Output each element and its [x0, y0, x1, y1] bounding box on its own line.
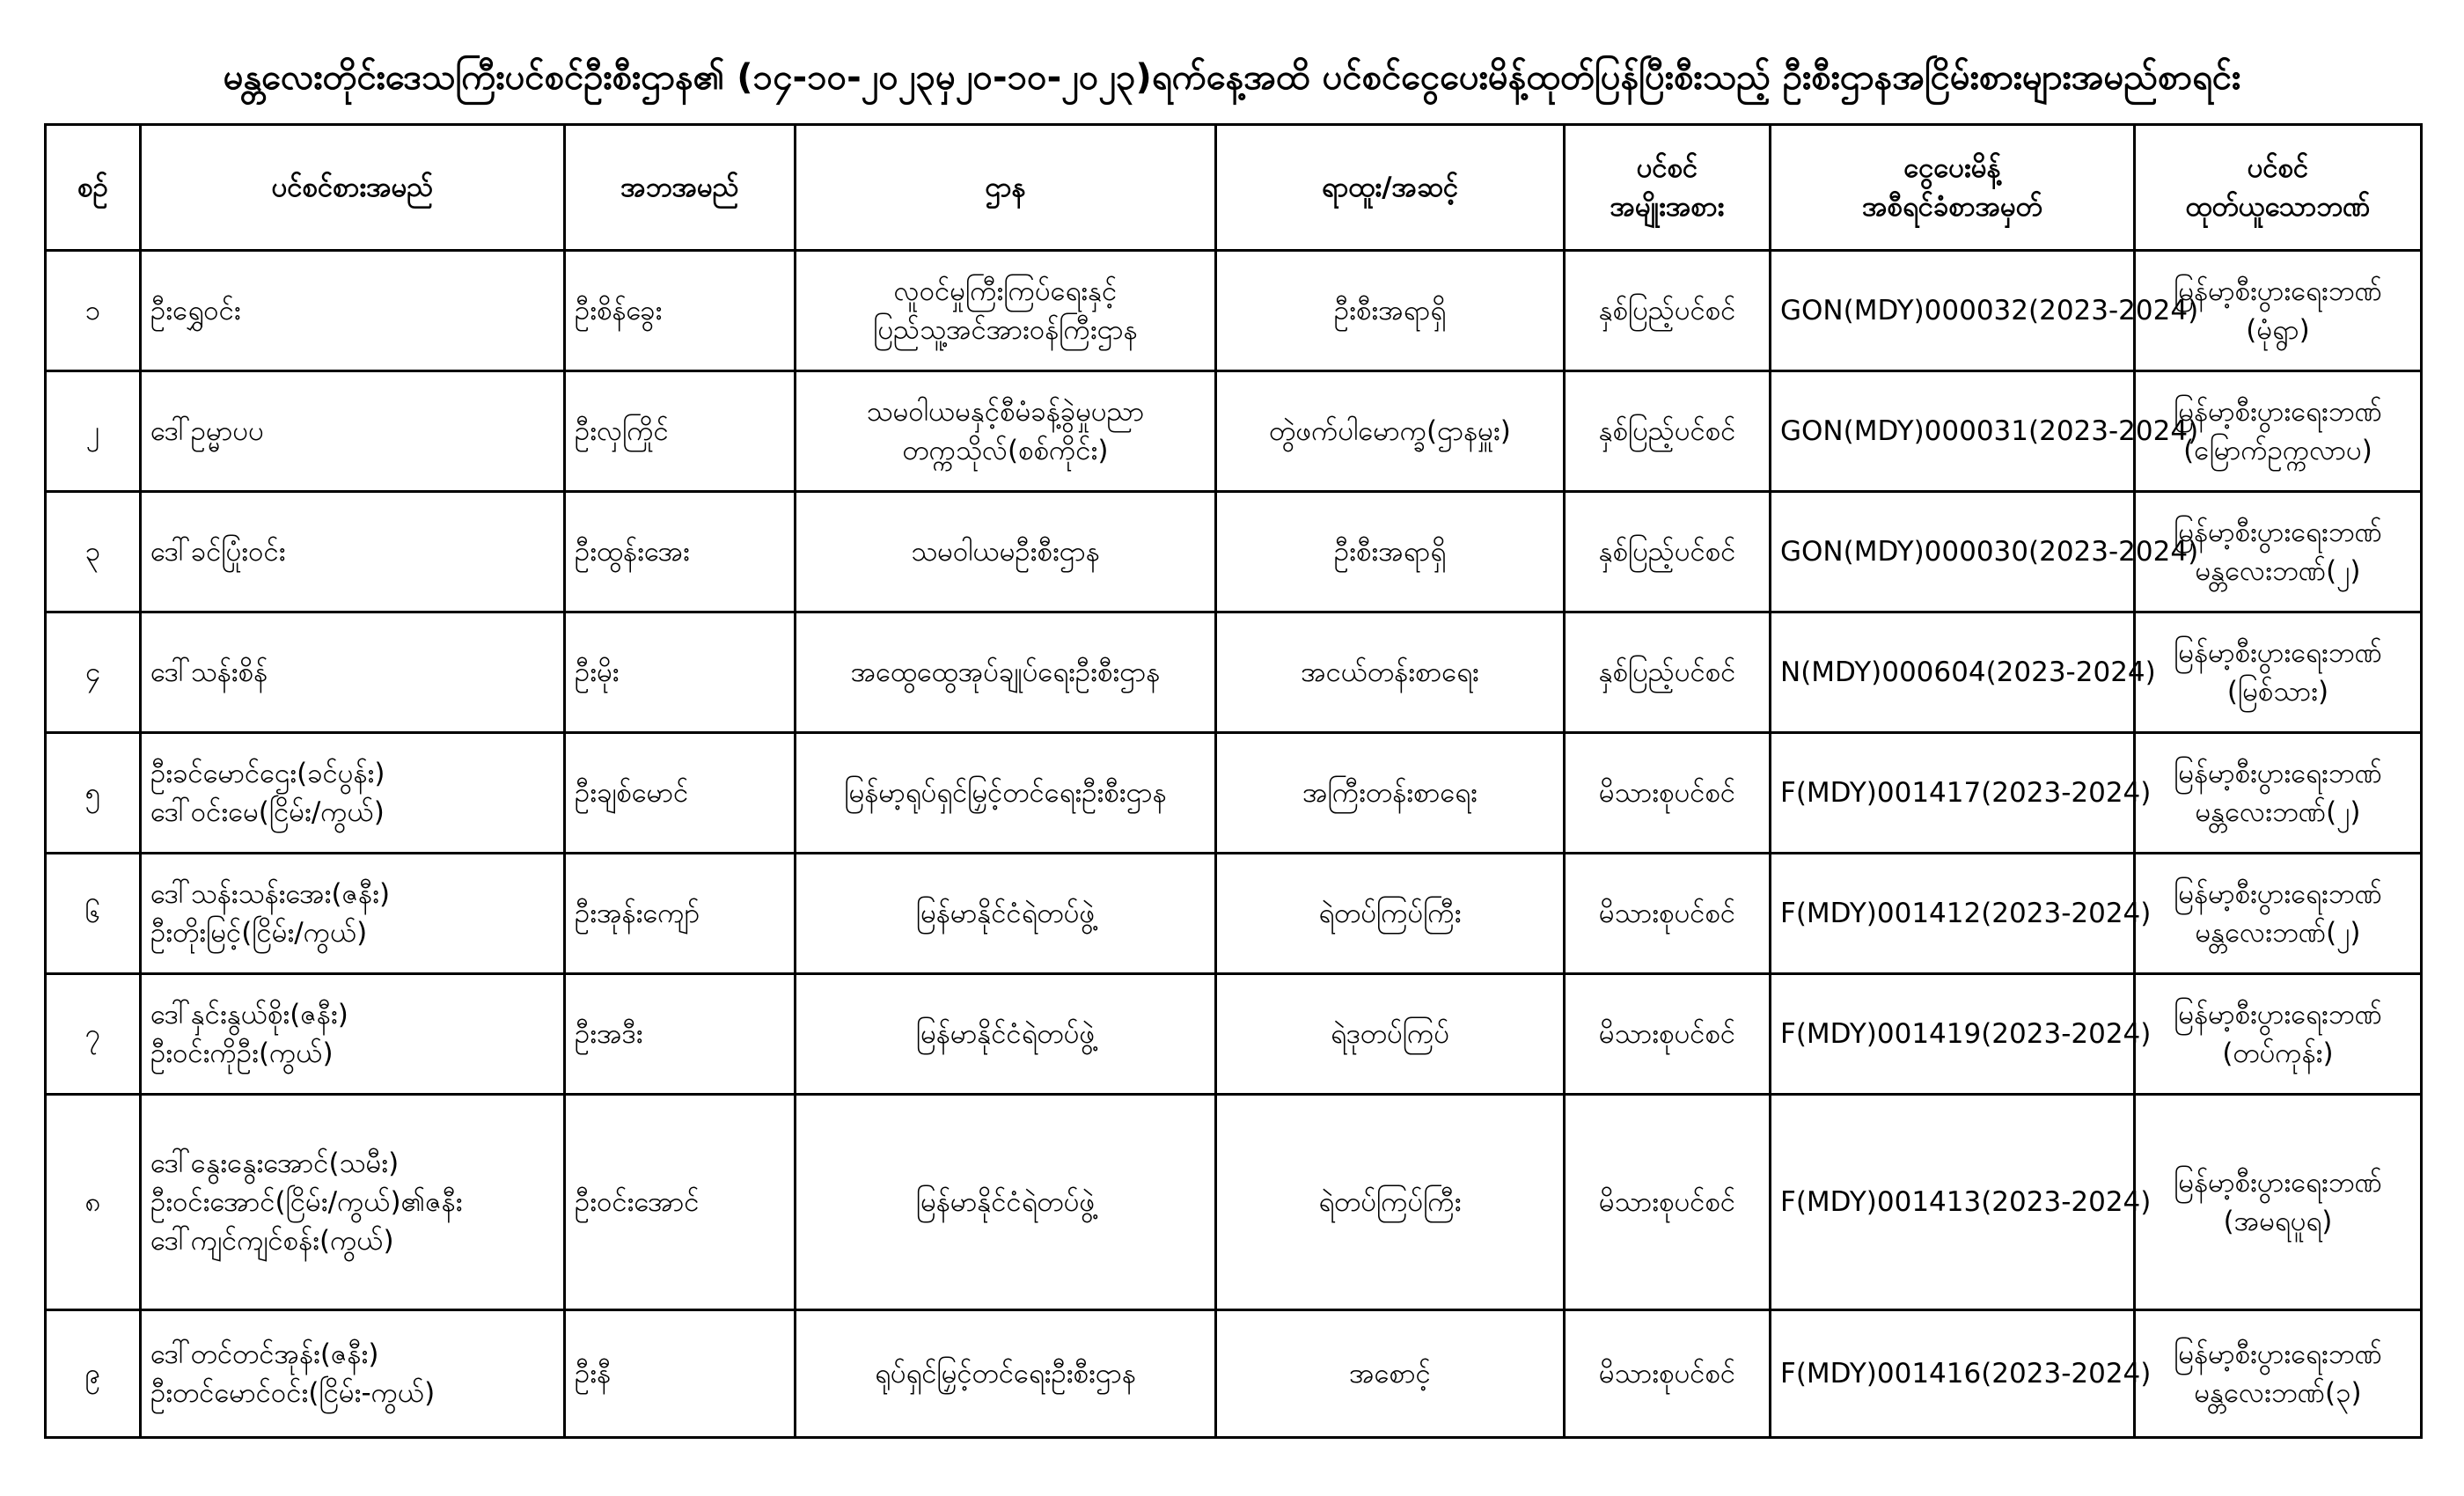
cell-bank-line: (မြစ်သား) — [2226, 676, 2329, 708]
cell-no: ၇ — [46, 974, 141, 1095]
cell-bank-line: မြန်မာ့စီးပွားရေးဘဏ် — [2174, 275, 2382, 307]
cell-pensioner-name-line: ဦးတိုးမြင့်(ငြိမ်း/ကွယ်) — [150, 917, 368, 949]
header-pension-type-line-1: ပင်စင် — [1636, 152, 1698, 184]
cell-no: ၂ — [46, 371, 141, 492]
cell-department — [796, 733, 1216, 854]
cell-pension-type: နှစ်ပြည့်ပင်စင် — [1565, 612, 1771, 733]
cell-pensioner-name-line: ဒေါ်သန်းသန်းအေး(ဇနီး) — [150, 878, 391, 910]
table-body — [46, 251, 2422, 1438]
cell-order-no: F(MDY)001412(2023-2024) — [1771, 854, 2135, 974]
cell-department-line: မြန်မာနိုင်ငံရဲတပ်ဖွဲ့ — [915, 1186, 1096, 1218]
cell-department — [796, 492, 1216, 612]
cell-bank-line: (တပ်ကုန်း) — [2222, 1038, 2334, 1069]
cell-pensioner-name — [141, 733, 565, 854]
cell-department — [796, 1095, 1216, 1310]
cell-father-name: ဦးထွန်းအေး — [565, 492, 796, 612]
cell-pension-type: မိသားစုပင်စင် — [1565, 854, 1771, 974]
cell-pension-type: နှစ်ပြည့်ပင်စင် — [1565, 251, 1771, 371]
cell-rank: အငယ်တန်းစာရေး — [1216, 612, 1565, 733]
table-row — [46, 974, 2422, 1095]
cell-order-no: F(MDY)001413(2023-2024) — [1771, 1095, 2135, 1310]
table-row — [46, 854, 2422, 974]
cell-father-name: ဦးအုန်းကျော် — [565, 854, 796, 974]
cell-department — [796, 974, 1216, 1095]
header-department: ဌာန — [796, 125, 1216, 251]
cell-department — [796, 612, 1216, 733]
cell-father-name: ဦးမိုး — [565, 612, 796, 733]
cell-bank-line: မန္တလေးဘဏ်(၂) — [2195, 555, 2361, 587]
cell-department — [796, 371, 1216, 492]
header-order-no — [1771, 125, 2135, 251]
page-title: မန္တလေးတိုင်းဒေသကြီးပင်စင်ဦးစီးဌာန၏ (၁၄-၁၀-၂၀၂၃မှ၂၀-၁၀-၂၀၂၃)ရက်နေ့အထိ ပင်စင်ငွေပေးမိန့်ထုတ်ပြန်ပြီးစီးသည့် ဦးစီးဌာနအငြိမ်းစားများအမည်စာရင်း — [223, 57, 2241, 98]
cell-pensioner-name — [141, 612, 565, 733]
cell-bank — [2135, 1310, 2422, 1438]
cell-pensioner-name-line: ဦးဝင်းကိုဦး(ကွယ်) — [150, 1038, 334, 1069]
header-order-no-line-1: ငွေပေးမိန့် — [1903, 152, 2001, 184]
cell-bank-line: မြန်မာ့စီးပွားရေးဘဏ် — [2174, 999, 2382, 1030]
cell-no: ၃ — [46, 492, 141, 612]
cell-pensioner-name — [141, 371, 565, 492]
header-pension-type — [1565, 125, 1771, 251]
cell-department-line: သမဝါယမနှင့်စီမံခန့်ခွဲမှုပညာ — [866, 396, 1145, 428]
table-row — [46, 733, 2422, 854]
cell-pension-type: နှစ်ပြည့်ပင်စင် — [1565, 492, 1771, 612]
cell-pension-type: နှစ်ပြည့်ပင်စင် — [1565, 371, 1771, 492]
cell-pensioner-name — [141, 854, 565, 974]
cell-pensioner-name-line: ဒေါ်သန်းစိန် — [150, 656, 268, 688]
cell-order-no: N(MDY)000604(2023-2024) — [1771, 612, 2135, 733]
cell-no: ၅ — [46, 733, 141, 854]
cell-order-no: GON(MDY)000032(2023-2024) — [1771, 251, 2135, 371]
cell-bank-line: (မြောက်ဥက္ကလာပ) — [2183, 435, 2372, 466]
cell-order-no: GON(MDY)000031(2023-2024) — [1771, 371, 2135, 492]
cell-bank — [2135, 974, 2422, 1095]
header-bank-line-2: ထုတ်ယူသောဘဏ် — [2185, 191, 2371, 223]
cell-pensioner-name-line: ဒေါ်တင်တင်အုန်း(ဇနီး) — [150, 1338, 379, 1370]
cell-department — [796, 1310, 1216, 1438]
table-row — [46, 251, 2422, 371]
table-row — [46, 1095, 2422, 1310]
cell-bank-line: (မုံရွာ) — [2246, 314, 2310, 346]
cell-bank — [2135, 854, 2422, 974]
cell-pensioner-name — [141, 492, 565, 612]
cell-rank: အကြီးတန်းစာရေး — [1216, 733, 1565, 854]
cell-no: ၉ — [46, 1310, 141, 1438]
cell-pensioner-name-line: ဒေါ်နှင်းနွယ်စိုး(ဇနီး) — [150, 999, 348, 1030]
header-bank — [2135, 125, 2422, 251]
cell-department-line: တက္ကသိုလ်(စစ်ကိုင်း) — [902, 435, 1109, 466]
header-pensioner-name: ပင်စင်စားအမည် — [141, 125, 565, 251]
header-row — [46, 125, 2422, 251]
cell-bank-line: မြန်မာ့စီးပွားရေးဘဏ် — [2174, 758, 2382, 789]
header-order-no-line-2: အစီရင်ခံစာအမှတ် — [1862, 191, 2042, 223]
table-row — [46, 492, 2422, 612]
cell-rank: ရဲတပ်ကြပ်ကြီး — [1216, 1095, 1565, 1310]
cell-pension-type: မိသားစုပင်စင် — [1565, 1095, 1771, 1310]
cell-department — [796, 251, 1216, 371]
cell-father-name: ဦးနီ — [565, 1310, 796, 1438]
cell-no: ၈ — [46, 1095, 141, 1310]
cell-bank-line: (အမရပူရ) — [2223, 1206, 2333, 1237]
cell-bank — [2135, 1095, 2422, 1310]
cell-pensioner-name — [141, 251, 565, 371]
header-rank: ရာထူး/အဆင့် — [1216, 125, 1565, 251]
cell-rank: အစောင့် — [1216, 1310, 1565, 1438]
cell-department — [796, 854, 1216, 974]
cell-bank-line: မြန်မာ့စီးပွားရေးဘဏ် — [2174, 878, 2382, 910]
cell-pensioner-name-line: ဒေါ်ဝင်းမေ(ငြိမ်း/ကွယ်) — [150, 796, 385, 828]
cell-bank-line: မြန်မာ့စီးပွားရေးဘဏ် — [2174, 517, 2382, 548]
table-row — [46, 1310, 2422, 1438]
cell-rank: ဦးစီးအရာရှိ — [1216, 251, 1565, 371]
header-father-name: အဘအမည် — [565, 125, 796, 251]
cell-bank-line: မြန်မာ့စီးပွားရေးဘဏ် — [2174, 1338, 2382, 1370]
cell-order-no: F(MDY)001416(2023-2024) — [1771, 1310, 2135, 1438]
header-pension-type-line-2: အမျိုးအစား — [1610, 191, 1725, 223]
cell-bank — [2135, 733, 2422, 854]
cell-pension-type: မိသားစုပင်စင် — [1565, 733, 1771, 854]
cell-department-line: အထွေထွေအုပ်ချုပ်ရေးဦးစီးဌာန — [850, 656, 1161, 688]
cell-order-no: F(MDY)001419(2023-2024) — [1771, 974, 2135, 1095]
cell-pensioner-name-line: ဒေါ်ခင်ပြုံးဝင်း — [150, 536, 286, 568]
cell-pensioner-name-line: ဦးရွှေဝင်း — [150, 295, 241, 326]
cell-rank: တွဲဖက်ပါမောက္ခ(ဌာနမှူး) — [1216, 371, 1565, 492]
header-bank-line-1: ပင်စင် — [2247, 152, 2309, 184]
cell-no: ၁ — [46, 251, 141, 371]
cell-father-name: ဦးအဒီး — [565, 974, 796, 1095]
cell-order-no: GON(MDY)000030(2023-2024) — [1771, 492, 2135, 612]
cell-no: ၆ — [46, 854, 141, 974]
cell-pension-type: မိသားစုပင်စင် — [1565, 1310, 1771, 1438]
cell-pensioner-name-line: ဦးဝင်းအောင်(ငြိမ်း/ကွယ်)၏ဇနီး — [150, 1186, 463, 1218]
pensioner-table — [44, 123, 2423, 1439]
cell-no: ၄ — [46, 612, 141, 733]
cell-father-name: ဦးဝင်းအောင် — [565, 1095, 796, 1310]
cell-order-no: F(MDY)001417(2023-2024) — [1771, 733, 2135, 854]
table-row — [46, 371, 2422, 492]
cell-rank: ရဲတပ်ကြပ်ကြီး — [1216, 854, 1565, 974]
cell-department-line: ပြည်သူ့အင်အားဝန်ကြီးဌာန — [873, 314, 1138, 346]
cell-bank-line: မန္တလေးဘဏ်(၂) — [2195, 796, 2361, 828]
cell-father-name: ဦးစိန်ခွေး — [565, 251, 796, 371]
cell-rank: ရဲဒုတပ်ကြပ် — [1216, 974, 1565, 1095]
cell-bank-line: မန္တလေးဘဏ်(၂) — [2195, 917, 2361, 949]
cell-pension-type: မိသားစုပင်စင် — [1565, 974, 1771, 1095]
cell-department-line: လူဝင်မှုကြီးကြပ်ရေးနှင့် — [893, 275, 1118, 307]
cell-bank-line: မန္တလေးဘဏ်(၃) — [2194, 1377, 2362, 1409]
cell-pensioner-name — [141, 974, 565, 1095]
cell-pensioner-name — [141, 1310, 565, 1438]
cell-bank-line: မြန်မာ့စီးပွားရေးဘဏ် — [2174, 637, 2382, 669]
cell-father-name: ဦးချစ်မောင် — [565, 733, 796, 854]
cell-bank-line: မြန်မာ့စီးပွားရေးဘဏ် — [2174, 1167, 2382, 1199]
cell-bank-line: မြန်မာ့စီးပွားရေးဘဏ် — [2174, 396, 2382, 428]
cell-pensioner-name-line: ဒေါ်ဥမ္မာပပ — [150, 415, 264, 447]
cell-department-line: ရုပ်ရှင်မြှင့်တင်ရေးဦးစီးဌာန — [875, 1358, 1136, 1390]
cell-department-line: မြန်မာနိုင်ငံရဲတပ်ဖွဲ့ — [915, 898, 1096, 929]
cell-pensioner-name-line: ဦးခင်မောင်ဌေး(ခင်ပွန်း) — [150, 758, 385, 789]
cell-pensioner-name — [141, 1095, 565, 1310]
cell-pensioner-name-line: ဒေါ်ကျင်ကျင်စန်း(ကွယ်) — [150, 1225, 394, 1257]
cell-department-line: မြန်မာ့ရုပ်ရှင်မြှင့်တင်ရေးဦးစီးဌာန — [844, 777, 1167, 809]
cell-pensioner-name-line: ဦးတင်မောင်ဝင်း(ငြိမ်း-ကွယ်) — [150, 1377, 436, 1409]
cell-pensioner-name-line: ဒေါ်နွေးနွေးအောင်(သမီး) — [150, 1148, 400, 1179]
cell-father-name: ဦးလှကြိုင် — [565, 371, 796, 492]
cell-department-line: သမဝါယမဦးစီးဌာန — [911, 536, 1100, 568]
header-no: စဉ် — [46, 125, 141, 251]
cell-rank: ဦးစီးအရာရှိ — [1216, 492, 1565, 612]
cell-bank — [2135, 612, 2422, 733]
cell-department-line: မြန်မာနိုင်ငံရဲတပ်ဖွဲ့ — [915, 1018, 1096, 1050]
table-row — [46, 612, 2422, 733]
